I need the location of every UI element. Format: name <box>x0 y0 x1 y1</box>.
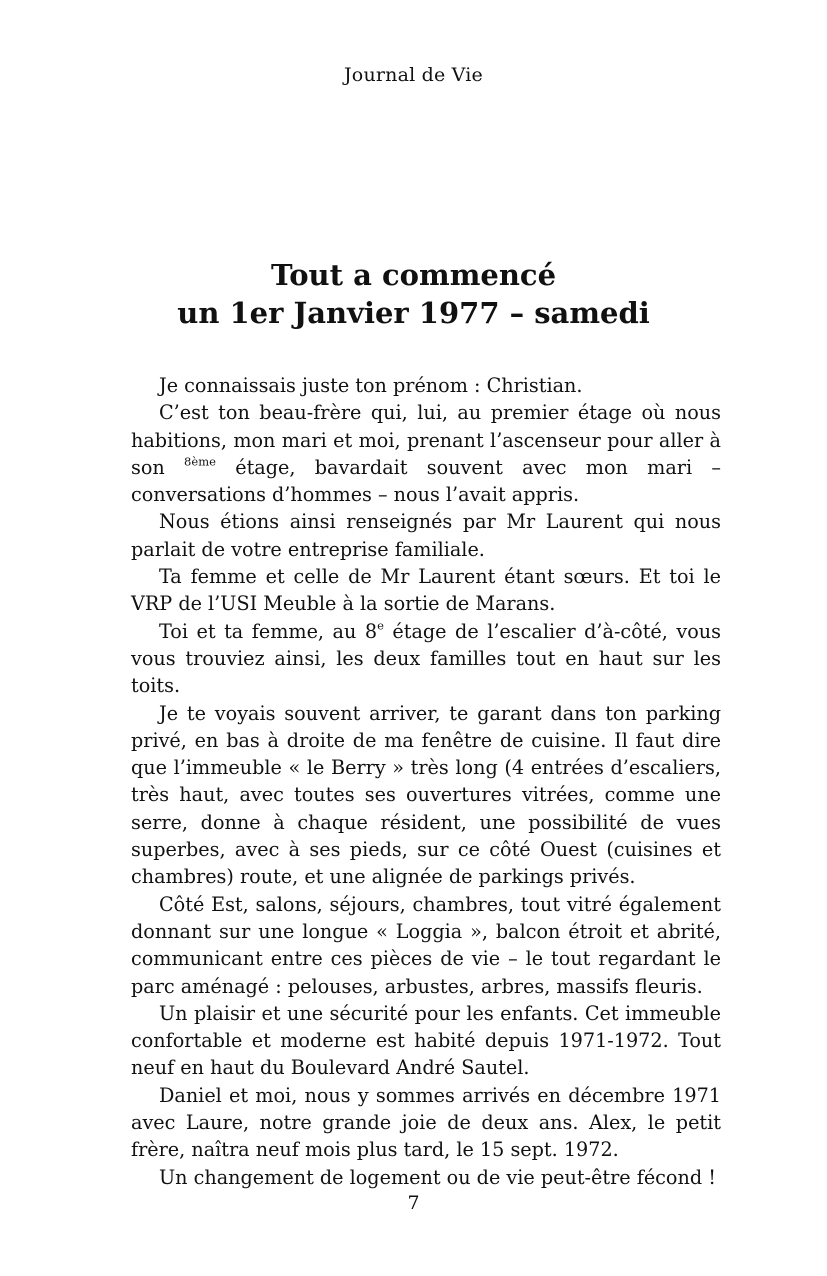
chapter-title <box>0 256 827 332</box>
paragraph: Un changement de logement ou de vie peut-être fécond ! <box>159 1165 716 1189</box>
paragraph: C’est ton beau-frère qui, lui, au premier étage où nous habitions, mon mari et moi, prenant l’ascenseur pour aller à son $^{8ème}$ étage, bavardait souvent avec mon mari – conversations d’hommes – nous l’avait appris. <box>131 401 721 507</box>
chapter-title-line-1: Tout a commencé <box>270 258 557 292</box>
paragraph: Nous étions ainsi renseignés par Mr Laurent qui nous parlait de votre entreprise familiale. <box>131 510 721 561</box>
ordinal-superscript: 8ème <box>184 454 216 469</box>
paragraph: Toi et ta femme, au 8e étage de l’escalier d’à-côté, vous vous trouviez ainsi, les deux familles tout en haut sur les toits. <box>131 618 721 698</box>
paragraph: Je connaissais juste ton prénom : Christian. <box>159 374 583 397</box>
paragraph: Ta femme et celle de Mr Laurent étant sœurs. Et toi le VRP de l’USI Meuble à la sortie de Marans. <box>131 565 721 616</box>
ordinal-superscript: e <box>377 618 384 633</box>
paragraph: Un plaisir et une sécurité pour les enfants. Cet immeuble confortable et moderne est habité depuis 1971-1972. Tout neuf en haut du Boulevard André Sautel. <box>131 1001 721 1080</box>
paragraph: Je te voyais souvent arriver, te garant dans ton parking privé, en bas à droite de ma fenêtre de cuisine. Il faut dire que l’immeuble « le Berry » très long (4 entrées d’escaliers, très haut, avec toutes ses ouvertures vitrées, comme une serre, donne à chaque résident, une possibilité de vues superbes, avec à ses pieds, sur ce côté Ouest (cuisines et chambres) route, et une alignée de parkings privés. <box>131 701 721 889</box>
paragraph: Daniel et moi, nous y sommes arrivés en décembre 1971 avec Laure, notre grande joie de deux ans. Alex, le petit frère, naîtra neuf mois plus tard, le 15 sept. 1972. <box>131 1083 721 1162</box>
page-number: 7 <box>407 1192 420 1214</box>
running-header: Journal de Vie <box>343 64 483 86</box>
paragraph: Côté Est, salons, séjours, chambres, tout vitré également donnant sur une longue « Loggia », balcon étroit et abrité, communicant entre ces pièces de vie – le tout regardant le parc aménagé : pelouses, arbustes, arbres, massifs fleuris. <box>131 892 721 998</box>
chapter-title-line-2: un 1er Janvier 1977 – samedi <box>177 296 650 330</box>
body-text <box>131 372 721 1191</box>
